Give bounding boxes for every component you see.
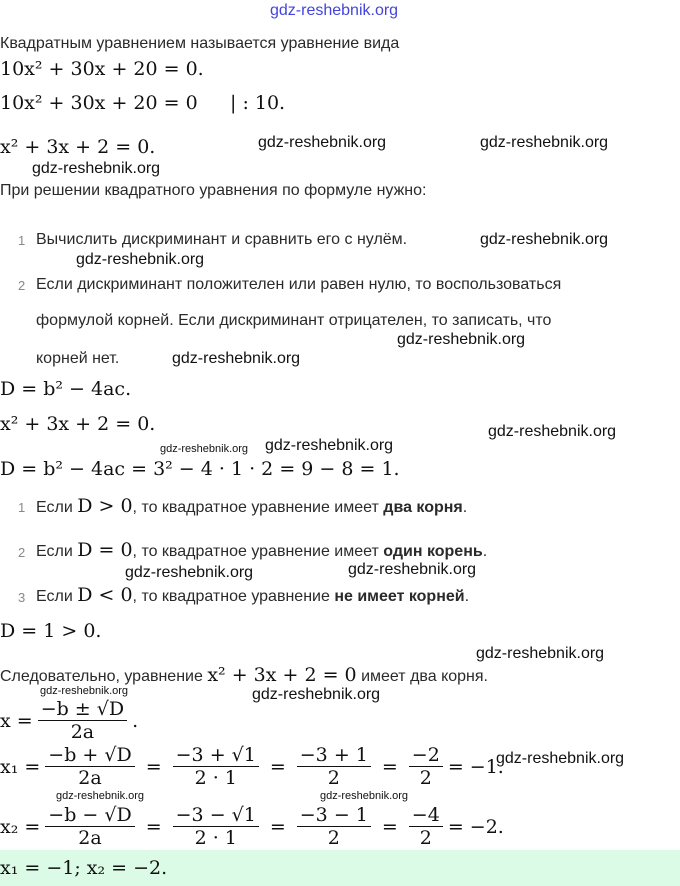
fraction	[38, 698, 127, 743]
watermark: gdz-reshebnik.org	[125, 564, 254, 581]
denominator: 2	[419, 827, 432, 849]
case-text: Если	[36, 499, 78, 516]
case-bold: два корня	[383, 499, 463, 516]
denominator: 2 · 1	[194, 767, 237, 789]
period: .	[132, 709, 139, 732]
discriminant-formula: D = b² − 4ac.	[0, 378, 132, 400]
equals: =	[145, 815, 162, 838]
denominator: 2	[419, 767, 432, 789]
denominator: 2	[327, 827, 340, 849]
watermark: gdz-reshebnik.org	[320, 790, 409, 802]
fraction	[173, 804, 259, 849]
watermark: gdz-reshebnik.org	[40, 685, 129, 697]
numerator: −4	[409, 804, 443, 827]
list-number: 2	[18, 545, 26, 560]
equals: =	[145, 755, 162, 778]
numerator: −3 − √1	[173, 804, 259, 827]
watermark: gdz-reshebnik.org	[172, 350, 301, 367]
numerator: −b + √D	[45, 744, 134, 767]
equals: =	[269, 815, 286, 838]
list-number: 1	[18, 500, 26, 515]
equals: =	[381, 755, 398, 778]
method-intro: При решении квадратного уравнения по формуле нужно:	[0, 182, 427, 199]
watermark: gdz-reshebnik.org	[476, 645, 605, 662]
case-bold: не имеет корней	[334, 588, 465, 605]
step-text: корней нет.	[36, 350, 120, 367]
case-text: , то квадратное уравнение имеет	[132, 499, 384, 516]
root-x2	[0, 804, 504, 849]
result: = −1.	[447, 755, 504, 778]
denominator: 2a	[78, 827, 102, 849]
root-x1	[0, 744, 504, 789]
watermark: gdz-reshebnik.org	[258, 134, 387, 151]
lhs: x =	[0, 709, 33, 732]
discriminant-calc: D = b² − 4ac = 3² − 4 · 1 · 2 = 9 − 8 = 1.	[0, 458, 400, 480]
watermark: gdz-reshebnik.org	[160, 443, 249, 455]
roots-formula	[0, 698, 138, 743]
fraction	[409, 804, 443, 849]
denominator: 2 · 1	[194, 827, 237, 849]
conclusion-text: Следовательно, уравнение	[0, 668, 208, 685]
case-math: D > 0	[77, 495, 133, 517]
list-number: 2	[18, 278, 26, 293]
case-text: .	[462, 499, 468, 516]
watermark: gdz-reshebnik.org	[348, 561, 477, 578]
conclusion-math: x² + 3x + 2 = 0	[207, 664, 357, 686]
numerator: −3 + 1	[297, 744, 371, 767]
watermark: gdz-reshebnik.org	[32, 160, 161, 177]
watermark: gdz-reshebnik.org	[76, 251, 205, 268]
watermark: gdz-reshebnik.org	[480, 134, 609, 151]
case-math: D < 0	[77, 584, 133, 606]
numerator: −2	[409, 744, 443, 767]
step-text: формулой корней. Если дискриминант отрицателен, то записать, что	[36, 312, 552, 329]
lhs: x₂ =	[0, 815, 41, 838]
watermark: gdz-reshebnik.org	[56, 790, 145, 802]
numerator: −b ± √D	[38, 698, 127, 721]
watermark: gdz-reshebnik.org	[397, 331, 526, 348]
equation-divide: 10x² + 30x + 20 = 0	[0, 92, 198, 114]
answer: x₁ = −1; x₂ = −2.	[0, 857, 168, 879]
numerator: −b − √D	[45, 804, 134, 827]
case-bold: один корень	[383, 543, 483, 560]
equation-original: 10x² + 30x + 20 = 0.	[0, 58, 204, 80]
watermark: gdz-reshebnik.org	[496, 750, 625, 767]
case-text: .	[464, 588, 470, 605]
fraction	[45, 744, 134, 789]
discriminant-result: D = 1 > 0.	[0, 620, 102, 642]
denominator: 2a	[78, 767, 102, 789]
intro-text: Квадратным уравнением называется уравнение вида	[0, 35, 400, 52]
answer-box	[0, 850, 680, 886]
list-number: 1	[18, 233, 26, 248]
lhs: x₁ =	[0, 755, 41, 778]
equals: =	[381, 815, 398, 838]
case-math: D = 0	[77, 539, 133, 561]
list-number: 3	[18, 590, 26, 605]
numerator: −3 − 1	[297, 804, 371, 827]
watermark: gdz-reshebnik.org	[252, 686, 381, 703]
step-text: Если дискриминант положителен или равен нулю, то воспользоваться	[36, 276, 562, 293]
conclusion-text: имеет два корня.	[356, 668, 488, 685]
denominator: 2a	[70, 721, 95, 743]
fraction	[297, 804, 371, 849]
watermark-header: gdz-reshebnik.org	[270, 2, 399, 19]
denominator: 2	[327, 767, 340, 789]
fraction	[45, 804, 134, 849]
equation-reduced: x² + 3x + 2 = 0.	[0, 413, 156, 435]
fraction	[409, 744, 443, 789]
case-item	[36, 497, 467, 517]
case-text: Если	[36, 543, 78, 560]
case-text: , то квадратное уравнение	[132, 588, 335, 605]
watermark: gdz-reshebnik.org	[480, 231, 609, 248]
result: = −2.	[447, 815, 504, 838]
step-text: Вычислить дискриминант и сравнить его с нулём.	[36, 231, 408, 248]
numerator: −3 + √1	[173, 744, 259, 767]
case-text: , то квадратное уравнение имеет	[132, 543, 384, 560]
equals: =	[269, 755, 286, 778]
case-item	[36, 586, 469, 606]
watermark: gdz-reshebnik.org	[488, 423, 617, 440]
case-item	[36, 541, 487, 561]
divide-note: | : 10.	[230, 92, 286, 114]
case-text: .	[482, 543, 488, 560]
watermark: gdz-reshebnik.org	[265, 437, 394, 454]
conclusion	[0, 666, 488, 686]
case-text: Если	[36, 588, 78, 605]
fraction	[173, 744, 259, 789]
fraction	[297, 744, 371, 789]
equation-reduced: x² + 3x + 2 = 0.	[0, 136, 156, 158]
